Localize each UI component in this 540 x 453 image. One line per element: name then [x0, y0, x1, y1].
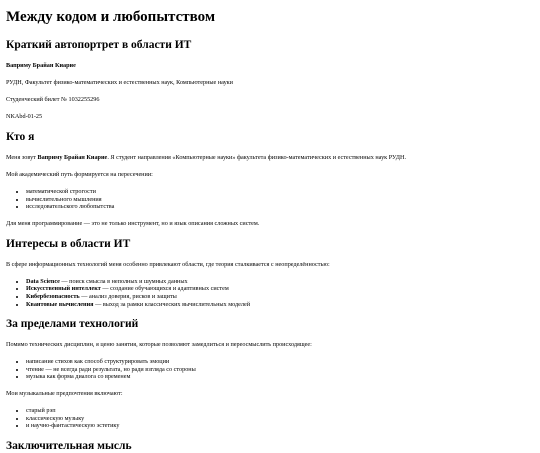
- list-item: • чтение — не всегда ради результата, но ради взгляда со стороны: [26, 366, 532, 374]
- about-path-text: Мой академический путь формируется на пересечении:: [6, 171, 153, 178]
- list-item: • Кибербезопасность — анализ доверия, рисков и защиты: [26, 293, 532, 301]
- beyond-intro: Помимо технических дисциплин, я ценю занятия, которые позволяют замедлиться и переосмыслить происходящее:: [6, 341, 312, 349]
- list-item: • Data Science — поиск смысла в неполных и шумных данных: [26, 278, 532, 286]
- list-item: • музыка как форма диалога со временем: [26, 373, 532, 381]
- about-path-list: [6, 188, 532, 211]
- author-name: [6, 62, 532, 70]
- section-heading-about: Кто я: [6, 131, 35, 143]
- list-item: • математической строгости: [26, 188, 532, 196]
- student-id: Студенческий билет № 1032255296: [6, 96, 100, 103]
- about-intro: Меня зовут Ваприму Брайан Киарие. Я студент направления «Компьютерные науки» факультета физико-математических и естественных наук РУДН.: [6, 154, 406, 161]
- music-list: [6, 407, 532, 430]
- music-text: Мои музыкальные предпочтения включают:: [6, 389, 123, 397]
- author-name-text: Ваприму Брайан Киарие: [6, 62, 76, 69]
- list-item: • вычислительного мышления: [26, 196, 532, 204]
- section-heading-final: Заключительная мысль: [6, 439, 132, 452]
- list-item: • старый рэп: [26, 407, 532, 415]
- interests-list: [6, 278, 532, 308]
- beyond-list: [6, 358, 532, 381]
- author-affiliation: РУДН, Факультет физико-математических и естественных наук, Компьютерные науки: [6, 79, 233, 86]
- list-item: • Искусственный интеллект — создание обучающихся и адаптивных систем: [26, 285, 532, 293]
- list-item: • исследовательского любопытства: [26, 203, 532, 211]
- list-item: • классическую музыку: [26, 415, 532, 423]
- interests-intro: В сфере информационных технологий меня особенно привлекают области, где теория сталкивается с неопределённостью:: [6, 260, 330, 268]
- about-intro-name: Ваприму Брайан Киарие: [37, 154, 108, 161]
- about-closing: Для меня программирование — это не только инструмент, но и язык описания сложных систем.: [6, 219, 260, 227]
- page-title: Между кодом и любопытством: [6, 9, 216, 25]
- page-subtitle: Краткий автопортрет в области ИТ: [6, 39, 192, 51]
- section-heading-beyond: За пределами технологий: [6, 318, 139, 331]
- group-code: NKAbd-01-25: [6, 113, 43, 120]
- section-heading-interests: Интересы в области ИТ: [6, 237, 131, 250]
- list-item: • написание стихов как способ структурировать эмоции: [26, 358, 532, 366]
- list-item: • и научно-фантастическую эстетику: [26, 422, 532, 430]
- list-item: • Квантовые вычисления — выход за рамки классических вычислительных моделей: [26, 301, 532, 309]
